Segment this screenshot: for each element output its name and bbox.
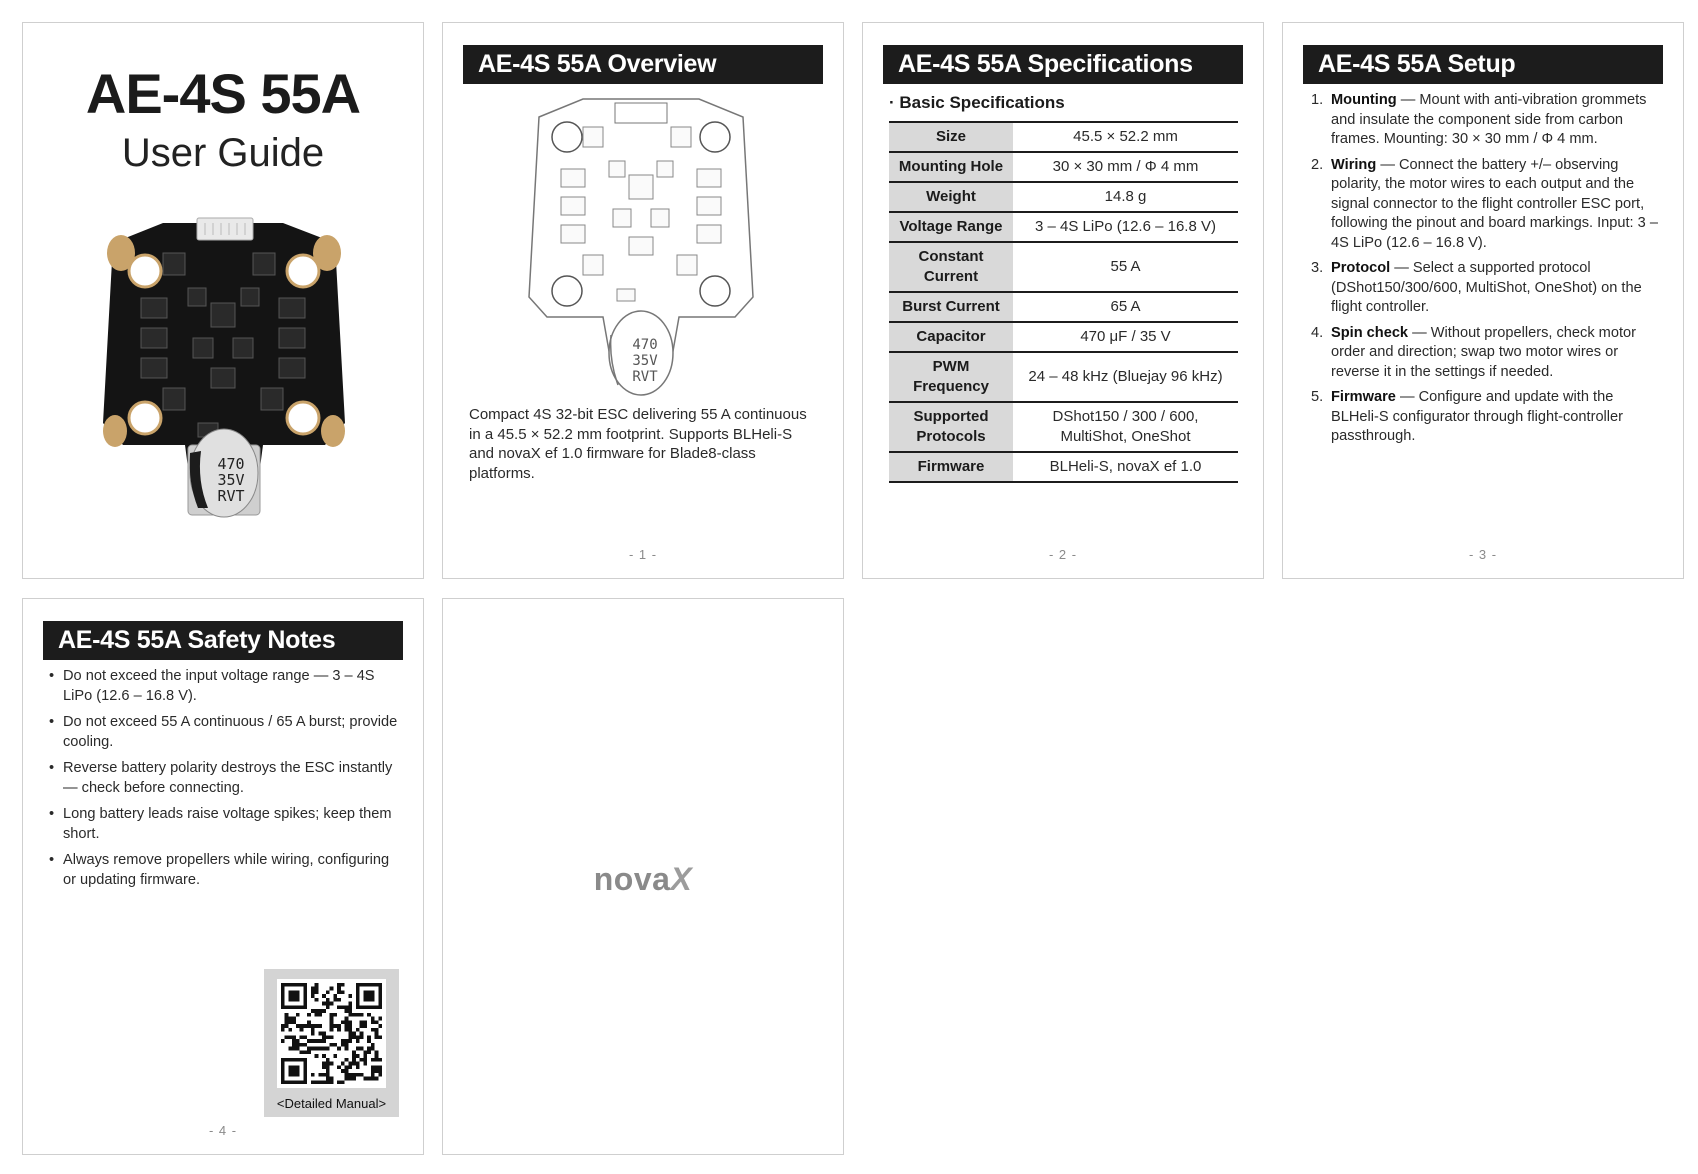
brand-logo-x: X xyxy=(670,861,693,897)
drawing-cap-label-1: 470 xyxy=(632,337,658,353)
spec-value: 14.8 g xyxy=(1104,188,1147,205)
bullet-icon: • xyxy=(49,760,55,776)
specifications-page xyxy=(862,22,1264,579)
bullet-icon: • xyxy=(49,852,55,868)
step-number: 2. xyxy=(1311,156,1324,173)
safety-text: Reverse battery polarity destroys the ESC instantly — check before connecting. xyxy=(63,760,393,796)
safety-text: Do not exceed 55 A continuous / 65 A burst; provide cooling. xyxy=(63,714,398,750)
page-number: - 3 - xyxy=(1468,547,1498,562)
cover-subtitle: User Guide xyxy=(121,131,325,175)
setup-step xyxy=(1307,259,1661,318)
spec-key: Mounting Hole xyxy=(889,152,1013,182)
qr-caption: <Detailed Manual> xyxy=(276,1096,387,1111)
bullet-icon: • xyxy=(49,806,55,822)
step-number: 1. xyxy=(1311,92,1324,108)
safety-notes xyxy=(47,667,401,897)
setup-step xyxy=(1307,324,1661,383)
spec-key: Constant Current xyxy=(889,242,1013,292)
step-title: Wiring xyxy=(1331,156,1377,173)
step-title: Protocol xyxy=(1331,260,1391,276)
setup-page xyxy=(1282,22,1684,579)
spec-value: 24 – 48 kHz (Bluejay 96 kHz) xyxy=(1028,368,1223,385)
step-title: Firmware xyxy=(1331,389,1396,405)
setup-step xyxy=(1307,388,1661,447)
safety-item xyxy=(47,713,401,752)
spec-key: Supported Protocols xyxy=(889,402,1013,452)
step-text: — Connect the battery +/– observing polarity, the motor wires to each output and the signal connector to the flight controller ESC port, following the pinout and board markings. Input: 3 – 4S LiPo (12.6 – 16.8 V). xyxy=(1331,156,1658,251)
spec-row xyxy=(889,402,1238,452)
cover-title: AE-4S 55A xyxy=(85,62,361,125)
safety-item xyxy=(47,851,401,890)
spec-key: Capacitor xyxy=(889,322,1013,352)
spec-value: DShot150 / 300 / 600, MultiShot, OneShot xyxy=(1052,408,1199,445)
step-number: 4. xyxy=(1311,324,1324,341)
safety-text: Do not exceed the input voltage range — 3 – 4S LiPo (12.6 – 16.8 V). xyxy=(63,668,375,704)
spec-row xyxy=(889,212,1238,242)
spec-row xyxy=(889,452,1238,482)
safety-item xyxy=(47,667,401,706)
back-cover-page xyxy=(442,598,844,1155)
setup-heading: AE-4S 55A Setup xyxy=(1303,45,1663,84)
step-title: Mounting xyxy=(1331,92,1397,108)
cap-label-2: 35V xyxy=(217,471,245,489)
spec-row xyxy=(889,242,1238,292)
spec-value: 470 μF / 35 V xyxy=(1080,328,1171,345)
spec-key: Size xyxy=(889,122,1013,152)
safety-item xyxy=(47,759,401,798)
esc-board-drawing xyxy=(521,95,761,415)
overview-page xyxy=(442,22,844,579)
specifications-heading: AE-4S 55A Specifications xyxy=(883,45,1243,84)
spec-row xyxy=(889,352,1238,402)
step-text: — Without propellers, check motor order and direction; swap two motor wires or reverse it in the settings if needed. xyxy=(1331,324,1636,380)
page-number: - 1 - xyxy=(628,547,658,562)
overview-heading: AE-4S 55A Overview xyxy=(463,45,823,84)
setup-step xyxy=(1307,91,1661,150)
cap-label-3: RVT xyxy=(217,487,245,505)
overview-description: Compact 4S 32-bit ESC delivering 55 A continuous in a 45.5 × 52.2 mm footprint. Supports BLHeli-S and novaX ef 1.0 firmware for Blade8-class platforms. xyxy=(469,406,807,482)
cap-label-1: 470 xyxy=(217,455,245,473)
page-number: - 4 - xyxy=(208,1123,238,1138)
spec-key: Weight xyxy=(889,182,1013,212)
safety-item xyxy=(47,805,401,844)
spec-key: Voltage Range xyxy=(889,212,1013,242)
step-text: — Mount with anti-vibration grommets and insulate the component side from carbon frames. Mounting: 30 × 30 mm / Φ 4 mm. xyxy=(1331,92,1647,147)
bullet-icon: • xyxy=(49,668,55,684)
qr-code-icon xyxy=(277,979,386,1088)
spec-row xyxy=(889,152,1238,182)
spec-value: 30 × 30 mm / Φ 4 mm xyxy=(1052,158,1199,175)
brand-logo xyxy=(443,861,843,898)
spec-value: 45.5 × 52.2 mm xyxy=(1073,128,1178,145)
safety-text: Always remove propellers while wiring, configuring or updating firmware. xyxy=(63,852,390,888)
setup-steps xyxy=(1307,91,1661,453)
brand-logo-main: nova xyxy=(593,861,671,897)
cover-page xyxy=(22,22,424,579)
step-text: — Select a supported protocol (DShot150/300/600, MultiShot, OneShot) on the flight controller. xyxy=(1331,260,1642,315)
spec-value: 65 A xyxy=(1110,298,1141,315)
bullet-icon: • xyxy=(49,714,55,730)
spec-table xyxy=(889,121,1238,483)
step-title: Spin check xyxy=(1331,324,1409,341)
page-number: - 2 - xyxy=(1048,547,1078,562)
safety-text: Long battery leads raise voltage spikes; keep them short. xyxy=(63,806,392,842)
spec-key: Burst Current xyxy=(889,292,1013,322)
drawing-cap-label-3: RVT xyxy=(632,369,658,385)
step-number: 5. xyxy=(1311,389,1324,405)
spec-value: 3 – 4S LiPo (12.6 – 16.8 V) xyxy=(1035,218,1216,235)
qr-code-box[interactable] xyxy=(264,969,399,1117)
spec-key: PWM Frequency xyxy=(889,352,1013,402)
spec-key: Firmware xyxy=(889,452,1013,482)
spec-value: BLHeli-S, novaX ef 1.0 xyxy=(1049,458,1202,475)
setup-step xyxy=(1307,156,1661,254)
drawing-cap-label-2: 35V xyxy=(632,353,658,369)
spec-row xyxy=(889,292,1238,322)
spec-value: 55 A xyxy=(1110,258,1141,275)
spec-row xyxy=(889,322,1238,352)
safety-page xyxy=(22,598,424,1155)
spec-row xyxy=(889,182,1238,212)
safety-heading: AE-4S 55A Safety Notes xyxy=(43,621,403,660)
esc-board-photo xyxy=(93,213,355,553)
spec-row xyxy=(889,122,1238,152)
spec-section-title: · Basic Specifications xyxy=(889,93,1065,112)
step-text: — Configure and update with the BLHeli-S configurator through flight-controller passthrough. xyxy=(1331,389,1624,444)
step-number: 3. xyxy=(1311,260,1324,276)
